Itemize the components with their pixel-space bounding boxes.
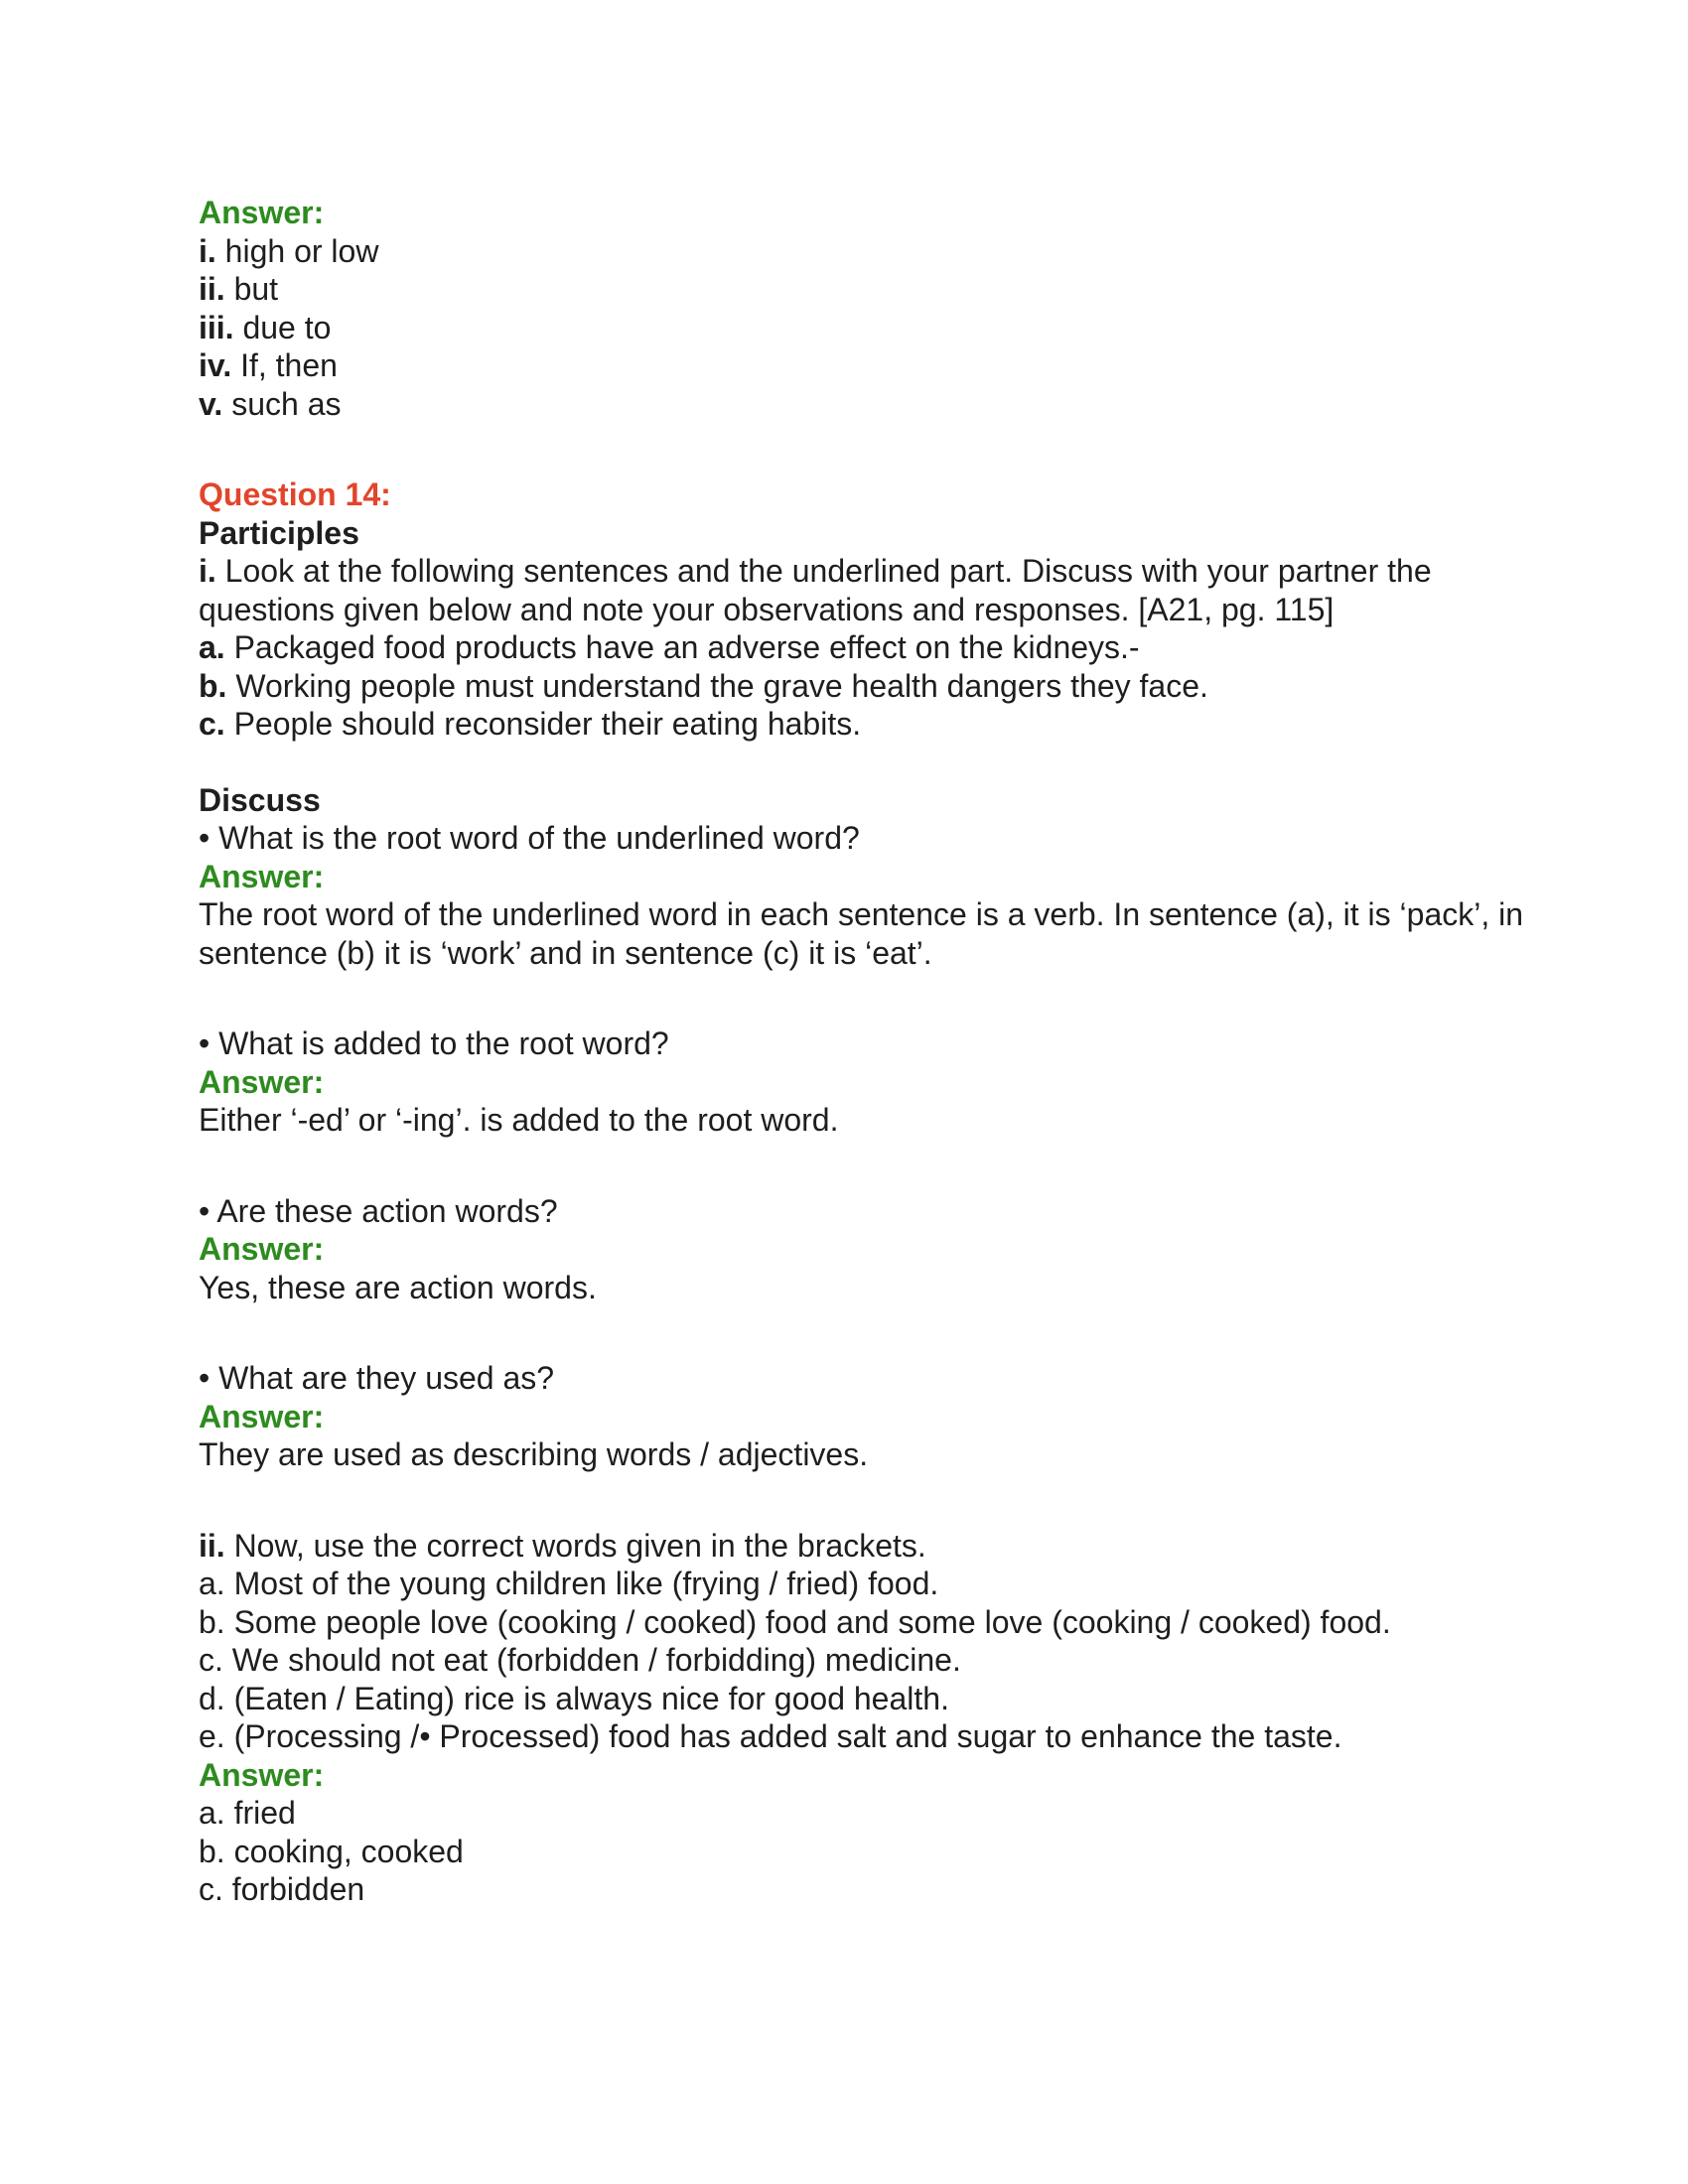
exercise-item: d. (Eaten / Eating) rice is always nice for good health. [199,1680,949,1716]
discuss-question: • What are they used as? [199,1360,555,1396]
question-intro-number: i. [199,553,216,589]
answer-label: Answer: [199,1063,325,1100]
answer-item-text: such as [222,385,342,422]
example-sentence-letter: a. [199,629,225,665]
answer-item-number: iii. [199,309,234,345]
discuss-answer: Yes, these are action words. [199,1269,597,1305]
answer-item-number: v. [199,385,223,422]
question-intro-text: Look at the following sentences and the underlined part. Discuss with your partner the questions given below and note your observations and responses. [A21, pg. 115] [199,553,1432,627]
exercise-item: b. Some people love (cooking / cooked) food and some love (cooking / cooked) food. [199,1603,1391,1640]
spacer [199,1306,1529,1359]
answer-item-text: due to [233,309,332,345]
answer-item-number: ii. [199,271,225,307]
discuss-answer: The root word of the underlined word in each sentence is a verb. In sentence (a), it is ‘pack’, in sentence (b) it is ‘work’ and in sentence (c) it is ‘eat’. [199,896,1524,971]
question-topic: Participles [199,514,359,551]
spacer [199,423,1529,476]
answer-item [199,385,1529,424]
exercise-item: c. We should not eat (forbidden / forbidding) medicine. [199,1642,961,1678]
answer-label: Answer: [199,1231,325,1267]
answer-label: Answer: [199,195,325,230]
discuss-question: • What is the root word of the underlined word? [199,820,860,856]
spacer [199,1140,1529,1192]
spacer [199,744,1529,781]
answer-label: Answer: [199,1398,325,1434]
answer-item-text: If, then [231,347,338,383]
discuss-heading: Discuss [199,781,321,818]
exercise-answer: b. cooking, cooked [199,1833,464,1869]
answer-item [199,270,1529,309]
exercise-answer: a. fried [199,1795,296,1831]
question-intro [199,552,1529,628]
part-two-instruction [199,1527,1529,1566]
part-two-number: ii. [199,1527,225,1564]
example-sentence-letter: b. [199,667,227,704]
discuss-question: • What is added to the root word? [199,1025,669,1061]
discuss-answer: Either ‘-ed’ or ‘-ing’. is added to the root word. [199,1102,839,1138]
exercise-answer: c. forbidden [199,1871,365,1907]
answer-item-text: but [224,271,279,307]
discuss-answer: They are used as describing words / adjectives. [199,1436,869,1472]
example-sentence-letter: c. [199,706,225,742]
example-sentence [199,628,1529,667]
exercise-item: a. Most of the young children like (frying / fried) food. [199,1566,939,1601]
answer-item [199,309,1529,347]
example-sentence [199,705,1529,744]
answer-item [199,346,1529,385]
answer-item [199,232,1529,271]
exercise-item: e. (Processing /• Processed) food has added salt and sugar to enhance the taste. [199,1718,1342,1754]
question-title: Question 14: [199,477,391,512]
answer-label: Answer: [199,858,325,894]
example-sentence-text: Working people must understand the grave health dangers they face. [226,667,1208,704]
spacer [199,1474,1529,1527]
answer-label: Answer: [199,1756,325,1793]
document-page [199,194,1529,1909]
spacer [199,972,1529,1024]
discuss-question: • Are these action words? [199,1192,558,1229]
example-sentence-text: People should reconsider their eating habits. [224,706,862,742]
example-sentence-text: Packaged food products have an adverse effect on the kidneys.- [224,629,1140,665]
answer-item-number: i. [199,232,216,269]
answer-item-number: iv. [199,347,232,383]
answer-item-text: high or low [215,232,379,269]
example-sentence [199,667,1529,706]
part-two-text: Now, use the correct words given in the brackets. [224,1527,926,1564]
